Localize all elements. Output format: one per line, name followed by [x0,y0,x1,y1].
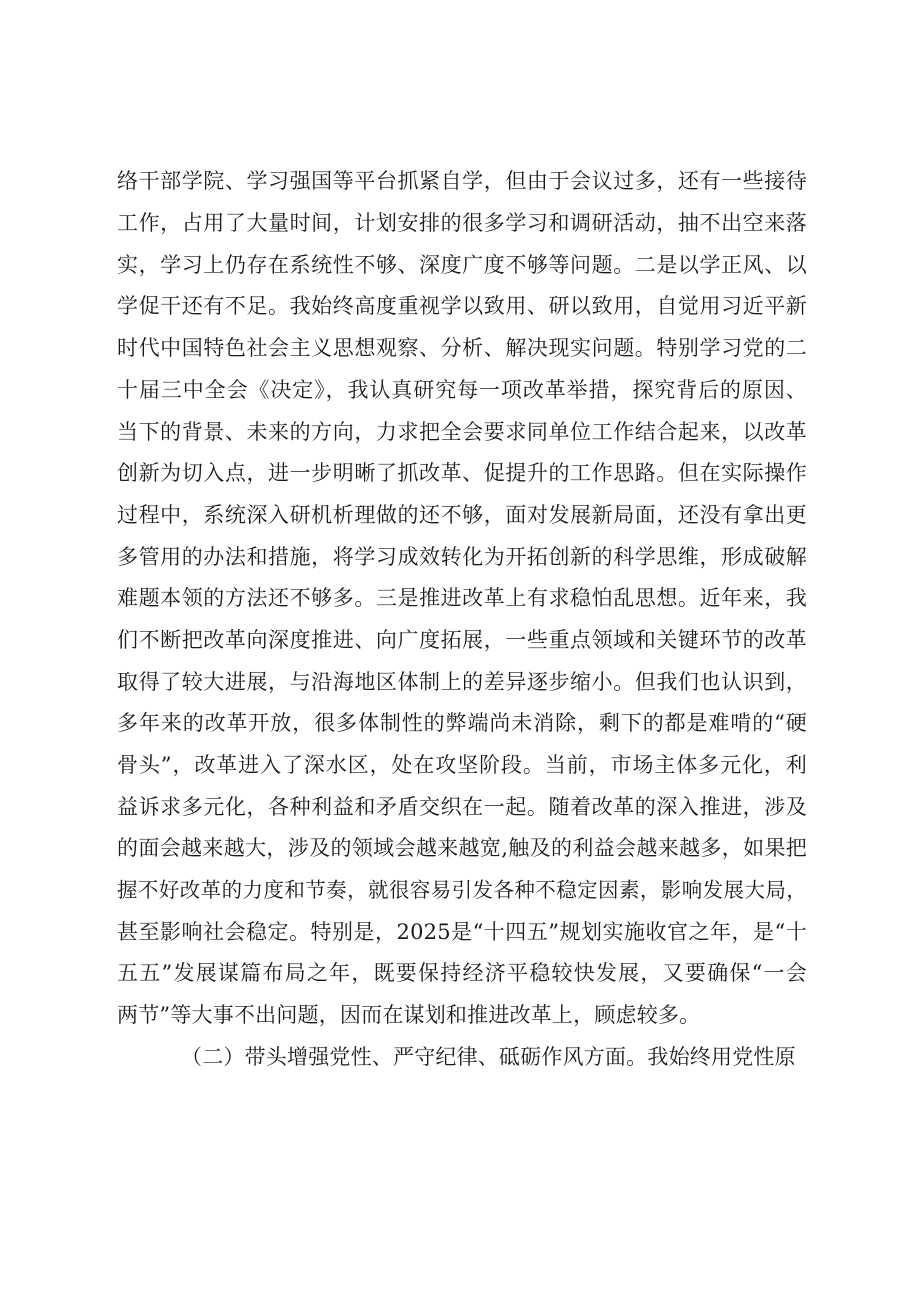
text-line: 骨头”，改革进入了深水区，处在攻坚阶段。当前，市场主体多元化，利 [117,753,807,777]
text-line: 的面会越来越大，涉及的领域会越来越宽,触及的利益会越来越多，如果把 [117,836,807,860]
text-line: 络干部学院、学习强国等平台抓紧自学，但由于会议过多，还有一些接待 [117,169,807,193]
text-line: 难题本领的方法还不够多。三是推进改革上有求稳怕乱思想。近年来，我 [117,586,807,610]
text-line: 益诉求多元化，各种利益和矛盾交织在一起。随着改革的深入推进，涉及 [117,795,807,819]
text-line: 时代中国特色社会主义思想观察、分析、解决现实问题。特别学习党的二 [117,336,807,360]
text-line: 握不好改革的力度和节奏，就很容易引发各种不稳定因素，影响发展大局， [117,878,807,902]
text-line: 两节”等大事不出问题，因而在谋划和推进改革上，顾虑较多。 [117,1003,701,1027]
text-line: 多年来的改革开放，很多体制性的弊端尚未消除，剩下的都是难啃的“硬 [117,711,807,735]
text-line: 工作，占用了大量时间，计划安排的很多学习和调研活动，抽不出空来落 [117,211,807,235]
text-line: 多管用的办法和措施，将学习成效转化为开拓创新的科学思维，形成破解 [117,545,807,569]
text-line: 五五”发展谋篇布局之年，既要保持经济平稳较快发展，又要确保“一会 [117,961,807,985]
text-line: 十届三中全会《决定》，我认真研究每一项改革举措，探究背后的原因、 [117,378,807,402]
text-line: 当下的背景、未来的方向，力求把全会要求同单位工作结合起来，以改革 [117,420,807,444]
text-line: 甚至影响社会稳定。特别是，2025是“十四五”规划实施收官之年，是“十 [117,920,807,944]
text-line: 实，学习上仍存在系统性不够、深度广度不够等问题。二是以学正风、以 [117,253,807,277]
section-heading-line: （二）带头增强党性、严守纪律、砥砺作风方面。我始终用党性原 [181,1045,796,1069]
text-line: 取得了较大进展，与沿海地区体制上的差异逐步缩小。但我们也认识到， [117,670,807,694]
text-line: 创新为切入点，进一步明晰了抓改革、促提升的工作思路。但在实际操作 [117,461,807,485]
text-line: 学促干还有不足。我始终高度重视学以致用、研以致用，自觉用习近平新 [117,294,807,318]
text-line: 过程中，系统深入研机析理做的还不够，面对发展新局面，还没有拿出更 [117,503,807,527]
text-line: 们不断把改革向深度推进、向广度拓展，一些重点领域和关键环节的改革 [117,628,807,652]
